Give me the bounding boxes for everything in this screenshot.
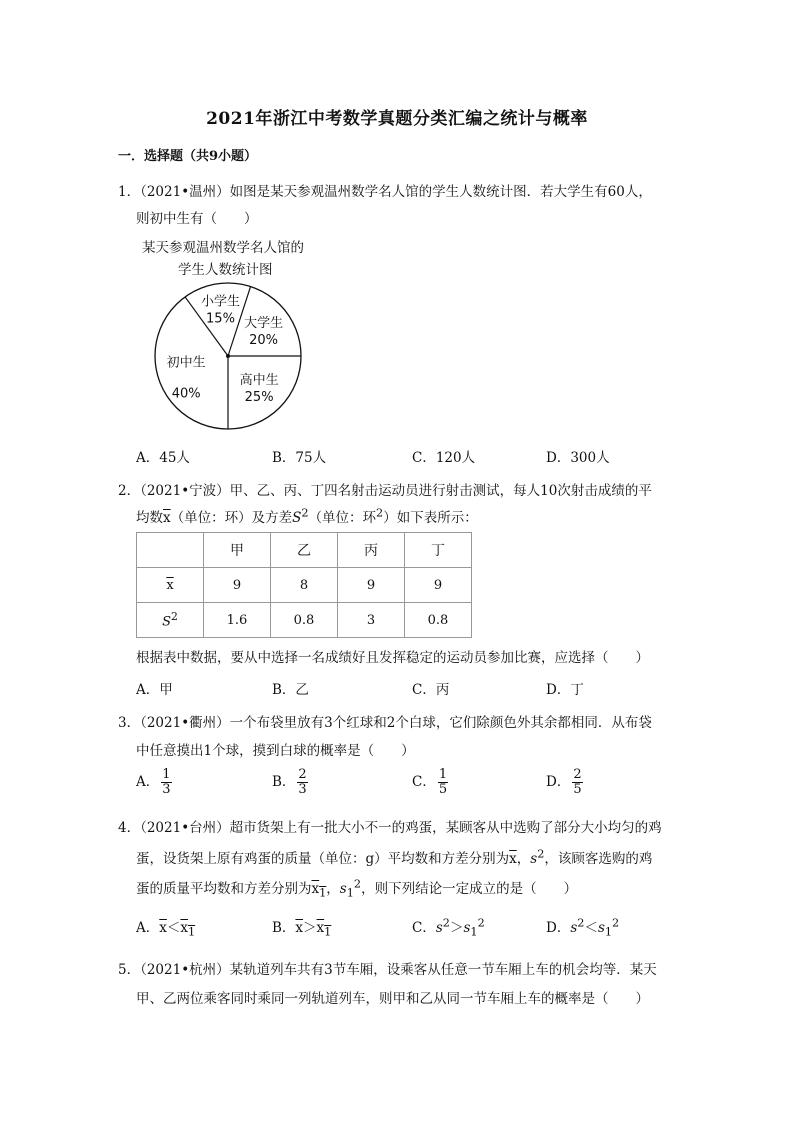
table-header-row xyxy=(137,533,472,568)
q4-option-d[interactable]: D．$s^2<s_1^2$ xyxy=(546,916,620,939)
q4-line1: 4．（2021•台州）超市货架上有一批大小不一的鸡蛋，某顾客从中选购了部分大小均匀的鸡 xyxy=(118,820,662,836)
q4-option-b[interactable]: B．$\overline{x}>x_1$ xyxy=(272,920,332,939)
superscript-2: 2 xyxy=(171,610,178,624)
q3-line1: 3．（2021•衢州）一个布袋里放有3个红球和2个白球，它们除颜色外其余都相同．从布袋 xyxy=(118,715,652,731)
fraction: $\frac{2}{3}$ xyxy=(298,767,307,797)
section-heading: 一．选择题（共9小题） xyxy=(118,149,258,164)
fraction: $\frac{2}{5}$ xyxy=(573,767,582,797)
q2-line2-text-a: 均数 xyxy=(136,510,163,526)
q4-option-c[interactable]: C．$s^2>s_1^2$ xyxy=(412,916,485,939)
mean-symbol: $\overline{x}$ xyxy=(166,577,174,593)
q3-line2: 中任意摸出1个球，摸到白球的概率是（ ） xyxy=(136,743,415,759)
table-cell: 0.8 xyxy=(405,603,472,638)
q3-option-d[interactable]: D． $\frac{2}{5}$ xyxy=(546,767,582,797)
q2-option-c[interactable]: C．丙 xyxy=(412,682,450,698)
q5-line1: 5．（2021•杭州）某轨道列车共有3节车厢，设乘客从任意一节车厢上车的机会均等．某天 xyxy=(118,962,657,978)
q2-line2-text-c: （单位：环 xyxy=(308,510,377,526)
pie-slice-label: 大学生 xyxy=(244,316,284,332)
q1-option-a[interactable]: A．45人 xyxy=(136,450,190,466)
pie-slice-value: 15% xyxy=(206,311,235,327)
table-header-cell xyxy=(137,533,204,568)
table-cell: 1.6 xyxy=(204,603,271,638)
q3-option-b[interactable]: B． $\frac{2}{3}$ xyxy=(272,767,307,797)
q3-option-a[interactable]: A． $\frac{1}{3}$ xyxy=(136,767,171,797)
table-row xyxy=(137,603,472,638)
pie-slice-label: 小学生 xyxy=(200,294,240,310)
variance-symbol: S xyxy=(292,510,302,526)
pie-slice-value: 40% xyxy=(171,386,201,402)
q5-line2: 甲、乙两位乘客同时乘同一列轨道列车，则甲和乙从同一节车厢上车的概率是（ ） xyxy=(136,991,649,1007)
chart-title-line1: 某天参观温州数学名人馆的 xyxy=(142,240,304,256)
table-row-label xyxy=(137,568,204,603)
table-header-cell: 丁 xyxy=(405,533,472,568)
q2-line2-text-d: ）如下表所示： xyxy=(383,510,478,526)
q1-option-b[interactable]: B．75人 xyxy=(272,450,327,466)
q1-line2: 则初中生有（ ） xyxy=(136,211,258,227)
q4-line2: 蛋，设货架上原有鸡蛋的质量（单位：g）平均数和方差分别为$\overline{x}$，$s^2$，该顾客选购的鸡 xyxy=(136,847,653,867)
table-cell: 9 xyxy=(338,568,405,603)
q3-option-c[interactable]: C． $\frac{1}{5}$ xyxy=(412,767,448,797)
table-header-cell: 甲 xyxy=(204,533,271,568)
table-cell: 3 xyxy=(338,603,405,638)
q1-option-d[interactable]: D．300人 xyxy=(546,450,610,466)
stats-table xyxy=(136,532,472,638)
q2-line2 xyxy=(136,506,478,526)
q2-line1: 2．（2021•宁波）甲、乙、丙、丁四名射击运动员进行射击测试，每人10次射击成绩的平 xyxy=(118,483,652,499)
pie-center-dot xyxy=(226,354,230,358)
mean-symbol: $\overline{x}$ xyxy=(163,510,171,526)
fraction: $\frac{1}{5}$ xyxy=(438,767,448,797)
pie-slice-value: 25% xyxy=(244,390,274,406)
superscript-2: 2 xyxy=(301,506,309,520)
table-header-cell: 丙 xyxy=(338,533,405,568)
pie-slice-label: 高中生 xyxy=(239,373,279,389)
table-row xyxy=(137,568,472,603)
table-cell: 9 xyxy=(405,568,472,603)
q4-line3: 蛋的质量平均数和方差分别为$x_1$，$s_1^2$，则下列结论一定成立的是（ ） xyxy=(136,877,578,900)
variance-symbol: S xyxy=(162,614,171,630)
q2-line3: 根据表中数据，要从中选择一名成绩好且发挥稳定的运动员参加比赛，应选择（ ） xyxy=(136,650,649,666)
table-cell: 0.8 xyxy=(271,603,338,638)
fraction: $\frac{1}{3}$ xyxy=(162,767,171,797)
q2-line2-text-b: （单位：环）及方差 xyxy=(170,510,293,526)
pie-chart xyxy=(150,282,310,442)
q1-option-c[interactable]: C．120人 xyxy=(412,450,476,466)
document-title: 2021年浙江中考数学真题分类汇编之统计与概率 xyxy=(206,109,588,129)
chart-title-line2: 学生人数统计图 xyxy=(178,262,273,278)
q1-line1: 1．（2021•温州）如图是某天参观温州数学名人馆的学生人数统计图．若大学生有60人， xyxy=(118,184,652,200)
q2-option-d[interactable]: D．丁 xyxy=(546,682,584,698)
table-header-cell: 乙 xyxy=(271,533,338,568)
mean-symbol: $\overline{x}$ xyxy=(509,851,517,867)
superscript-2: 2 xyxy=(376,506,384,520)
pie-slice-value: 20% xyxy=(249,333,279,349)
q4-option-a[interactable]: A．$\overline{x}<x_1$ xyxy=(136,920,196,939)
pie-slice-label: 初中生 xyxy=(166,355,206,371)
q2-option-a[interactable]: A．甲 xyxy=(136,682,173,698)
q2-option-b[interactable]: B．乙 xyxy=(272,682,309,698)
table-cell: 8 xyxy=(271,568,338,603)
variance-symbol: s xyxy=(530,851,538,867)
table-row-label xyxy=(137,603,204,638)
mean-symbol-1: $x_1$ xyxy=(311,881,327,900)
table-cell: 9 xyxy=(204,568,271,603)
